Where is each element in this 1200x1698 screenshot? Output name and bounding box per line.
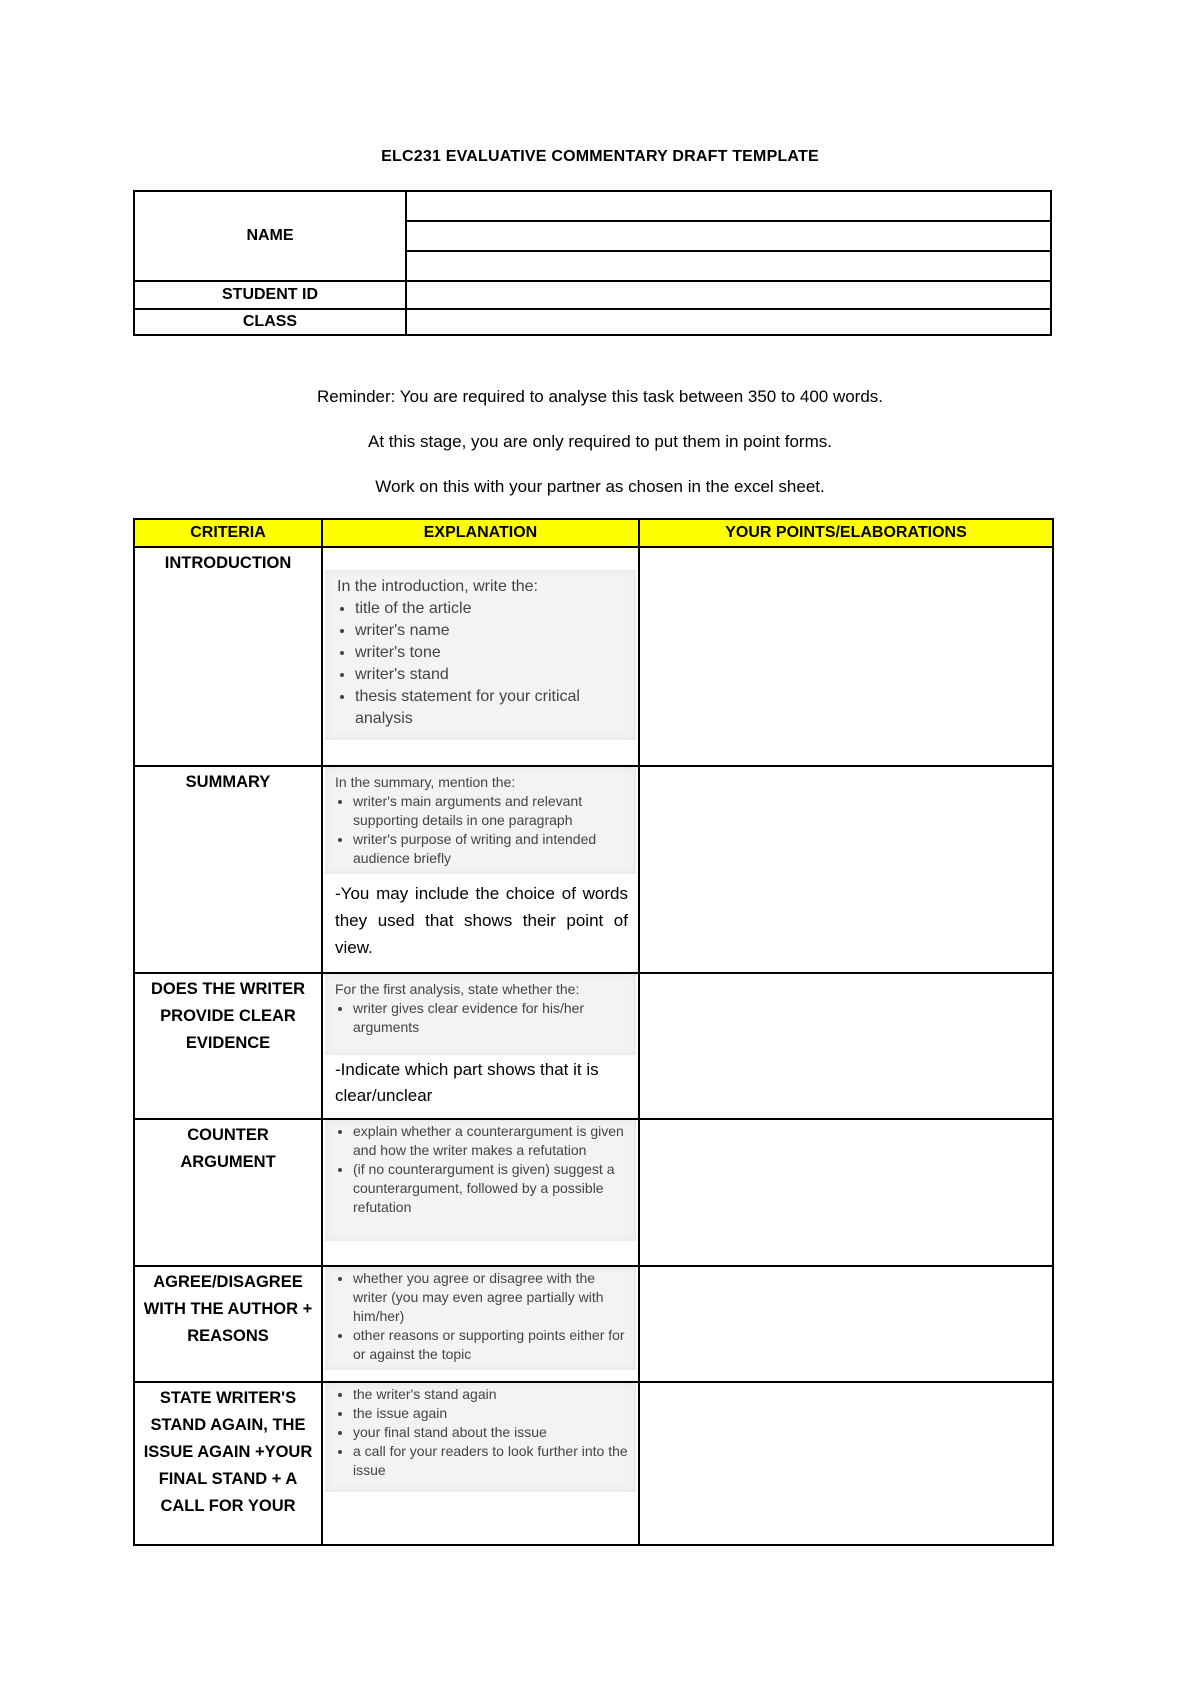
- list-item: • thesis statement for your critical analysis: [355, 686, 626, 730]
- list-item: • title of the article: [355, 598, 626, 620]
- list-item: • a call for your readers to look further into the issue: [353, 1442, 628, 1480]
- table-row: [134, 1119, 1053, 1266]
- class-field[interactable]: [405, 308, 1052, 336]
- list-item: • the writer's stand again: [353, 1385, 628, 1404]
- list-item: • writer gives clear evidence for his/her arguments: [353, 999, 628, 1037]
- explanation-scan: [325, 1267, 636, 1370]
- class-label: CLASS: [133, 308, 407, 336]
- points-cell[interactable]: [639, 973, 1053, 1119]
- criteria-label: DOES THE WRITER PROVIDE CLEAR EVIDENCE: [150, 980, 305, 1052]
- criteria-label: COUNTER ARGUMENT: [180, 1126, 276, 1171]
- explanation-scan: [325, 570, 636, 740]
- header-explanation: EXPLANATION: [322, 519, 639, 547]
- points-cell[interactable]: [639, 1382, 1053, 1545]
- table-row: [134, 766, 1053, 973]
- list-item: • (if no counterargument is given) suggest a counterargument, followed by a possible refutation: [353, 1160, 628, 1217]
- explanation-scan: [325, 974, 636, 1055]
- student-id-label: STUDENT ID: [133, 280, 407, 310]
- explanation-scan: [325, 1120, 636, 1241]
- table-row: [134, 1266, 1053, 1382]
- list-item: • the issue again: [353, 1404, 628, 1423]
- points-cell[interactable]: [639, 547, 1053, 766]
- name-field-3[interactable]: [405, 250, 1052, 282]
- header-criteria: CRITERIA: [134, 519, 322, 547]
- name-field-2[interactable]: [405, 220, 1052, 252]
- criteria-label: INTRODUCTION: [164, 554, 292, 572]
- points-cell[interactable]: [639, 766, 1053, 973]
- criteria-label: STATE WRITER'S STAND AGAIN, THE ISSUE AGAIN +YOUR FINAL STAND + A CALL FOR YOUR: [143, 1389, 313, 1515]
- explanation-note: -You may include the choice of words they used that shows their point of view.: [335, 884, 628, 957]
- points-cell[interactable]: [639, 1119, 1053, 1266]
- table-row: [134, 973, 1053, 1119]
- reminder-line: Work on this with your partner as chosen in the excel sheet.: [375, 477, 825, 496]
- list-item: • your final stand about the issue: [353, 1423, 628, 1442]
- explanation-lead: For the first analysis, state whether the:: [335, 981, 580, 997]
- table-row: [134, 1382, 1053, 1545]
- explanation-note: -Indicate which part shows that it is clear/unclear: [335, 1060, 599, 1105]
- reminder-line: At this stage, you are only required to put them in point forms.: [368, 432, 832, 451]
- list-item: • other reasons or supporting points either for or against the topic: [353, 1326, 628, 1364]
- list-item: • writer's tone: [355, 642, 626, 664]
- name-field-1[interactable]: [405, 190, 1052, 222]
- list-item: • writer's main arguments and relevant supporting details in one paragraph: [353, 792, 628, 830]
- name-label: NAME: [133, 190, 407, 282]
- student-id-field[interactable]: [405, 280, 1052, 310]
- criteria-table: [133, 518, 1054, 1546]
- list-item: • writer's name: [355, 620, 626, 642]
- list-item: • writer's purpose of writing and intended audience briefly: [353, 830, 628, 868]
- list-item: • explain whether a counterargument is given and how the writer makes a refutation: [353, 1122, 628, 1160]
- explanation-lead: In the introduction, write the:: [337, 578, 538, 595]
- criteria-label: AGREE/DISAGREE WITH THE AUTHOR + REASONS: [143, 1273, 313, 1345]
- explanation-lead: In the summary, mention the:: [335, 774, 516, 790]
- list-item: • whether you agree or disagree with the writer (you may even agree partially with him/her): [353, 1269, 628, 1326]
- header-points: YOUR POINTS/ELABORATIONS: [639, 519, 1053, 547]
- page-title: ELC231 EVALUATIVE COMMENTARY DRAFT TEMPLATE: [381, 148, 819, 165]
- criteria-label: SUMMARY: [185, 773, 271, 791]
- reminder-line: Reminder: You are required to analyse this task between 350 to 400 words.: [316, 387, 884, 406]
- list-item: • writer's stand: [355, 664, 626, 686]
- explanation-scan: [325, 1383, 636, 1492]
- points-cell[interactable]: [639, 1266, 1053, 1382]
- explanation-scan: [325, 767, 636, 874]
- student-info-table: [133, 190, 1052, 335]
- table-row: [134, 547, 1053, 766]
